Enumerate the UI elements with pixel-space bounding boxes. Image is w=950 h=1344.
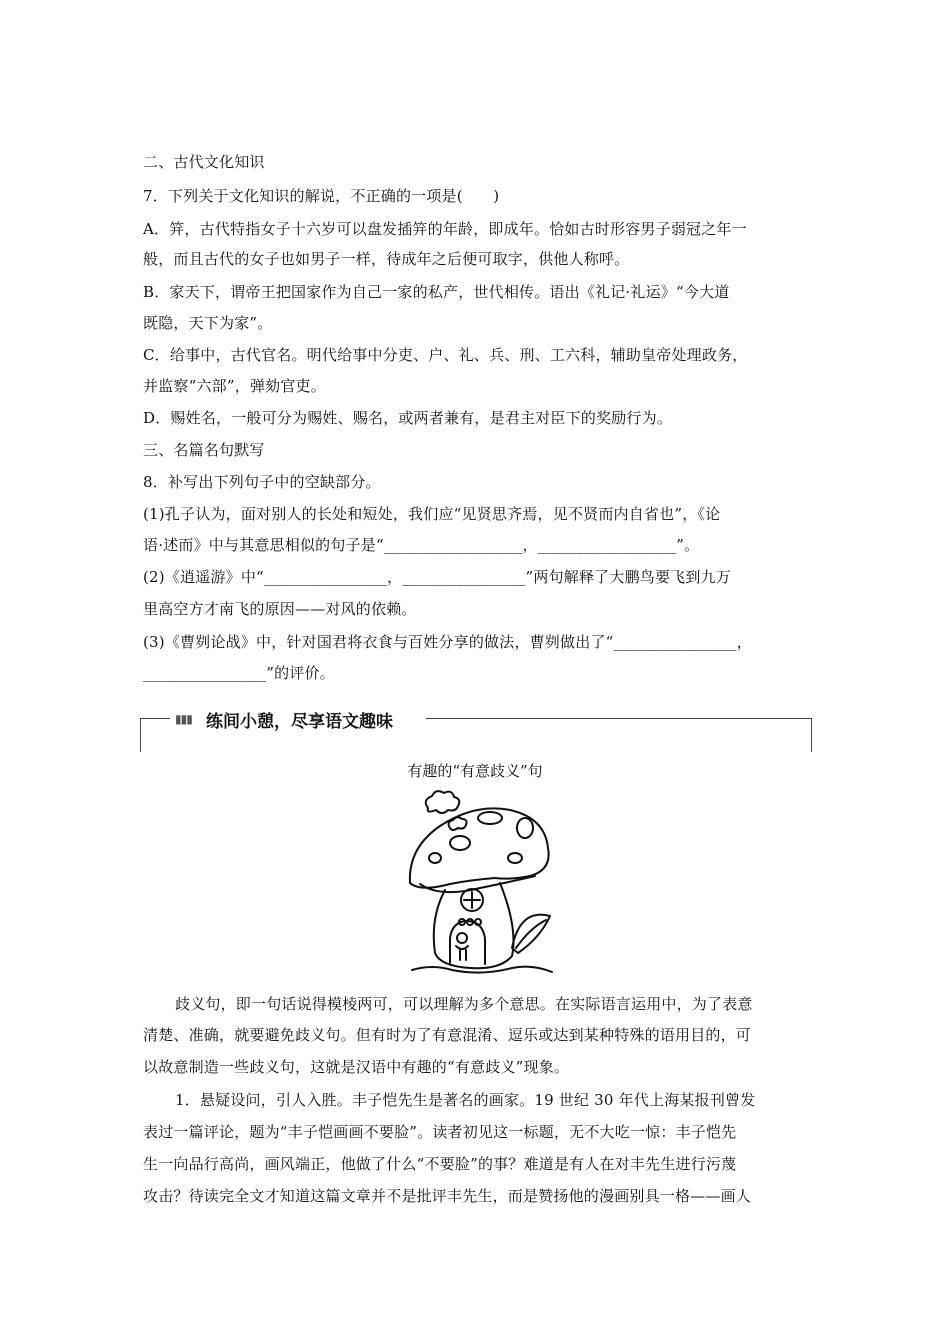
- banner-rule-left: [140, 718, 170, 719]
- section-heading-recitation: 三、名篇名句默写: [143, 441, 265, 459]
- question-8-1-line1: (1)孔子认为，面对别人的长处和短处，我们应“见贤思齐焉，见不贤而内自省也”，《论: [143, 505, 721, 523]
- article-p2-line1: 1．悬疑设问，引人入胜。丰子恺先生是著名的画家。19 世纪 30 年代上海某报刊曾发: [175, 1091, 756, 1109]
- banner-marks-icon: ▮▮▮: [175, 712, 192, 726]
- option-c-line2: 并监察“六部”，弹劾官吏。: [143, 377, 326, 395]
- option-a-line2: 般，而且古代的女子也如男子一样，待成年之后便可取字，供他人称呼。: [143, 250, 630, 268]
- option-b-line2: 既隐，天下为家”。: [143, 314, 273, 332]
- article-p2-line2: 表过一篇评论，题为“丰子恺画画不要脸”。读者初见这一标题，无不大吃一惊：丰子恺先: [143, 1123, 737, 1141]
- option-a-line1: A．笄，古代特指女子十六岁可以盘发插笄的年龄，即成年。恰如古时形容男子弱冠之年一: [143, 220, 747, 238]
- banner-title: 练间小憩，尽享语文趣味: [206, 712, 393, 732]
- banner-side-left: [140, 718, 141, 752]
- banner-side-right: [811, 718, 812, 752]
- article-p1-line2: 清楚、准确，就要避免歧义句。但有时为了有意混淆、逗乐或达到某种特殊的语用目的，可: [143, 1026, 752, 1044]
- article-p2-line4: 攻击？待读完全文才知道这篇文章并不是批评丰先生，而是赞扬他的漫画别具一格——画人: [143, 1187, 752, 1205]
- question-8-stem: 8．补写出下列句子中的空缺部分。: [143, 473, 381, 491]
- option-d: D．赐姓名，一般可分为赐姓、赐名，或两者兼有，是君主对臣下的奖励行为。: [143, 409, 673, 427]
- section-banner: [140, 704, 812, 752]
- question-8-2-line2: 里高空方才南飞的原因——对风的依赖。: [143, 600, 417, 618]
- question-8-3-line2: ________________”的评价。: [143, 664, 335, 682]
- article-p1-line3: 以故意制造一些歧义句，这就是汉语中有趣的“有意歧义”现象。: [143, 1058, 570, 1076]
- question-8-2-line1: (2)《逍遥游》中“________________，________________”两句解释了大鹏鸟要飞到九万: [143, 568, 731, 586]
- article-title: 有趣的“有意歧义”句: [407, 762, 543, 780]
- article-p1-line1: 歧义句，即一句话说得模棱两可，可以理解为多个意思。在实际语言运用中，为了表意: [175, 995, 753, 1013]
- section-heading-culture: 二、古代文化知识: [143, 153, 265, 171]
- question-7-stem: 7．下列关于文化知识的解说，不正确的一项是( ): [143, 187, 500, 205]
- option-b-line1: B．家天下，谓帝王把国家作为自己一家的私产，世代相传。语出《礼记·礼运》“今大道: [143, 283, 730, 301]
- question-8-3-line1: (3)《曹刿论战》中，针对国君将衣食与百姓分享的做法，曹刿做出了“________________，: [143, 633, 752, 651]
- banner-rule-right: [426, 718, 812, 719]
- article-p2-line3: 生一向品行高尚，画风端正，他做了什么“不要脸”的事？难道是有人在对丰先生进行污蔑: [143, 1155, 737, 1173]
- mushroom-house-illustration: [400, 788, 560, 978]
- option-c-line1: C．给事中，古代官名。明代给事中分吏、户、礼、兵、刑、工六科，辅助皇帝处理政务，: [143, 346, 748, 364]
- question-8-1-line2: 语·述而》中与其意思相似的句子是“__________________，__________________”。: [143, 536, 700, 554]
